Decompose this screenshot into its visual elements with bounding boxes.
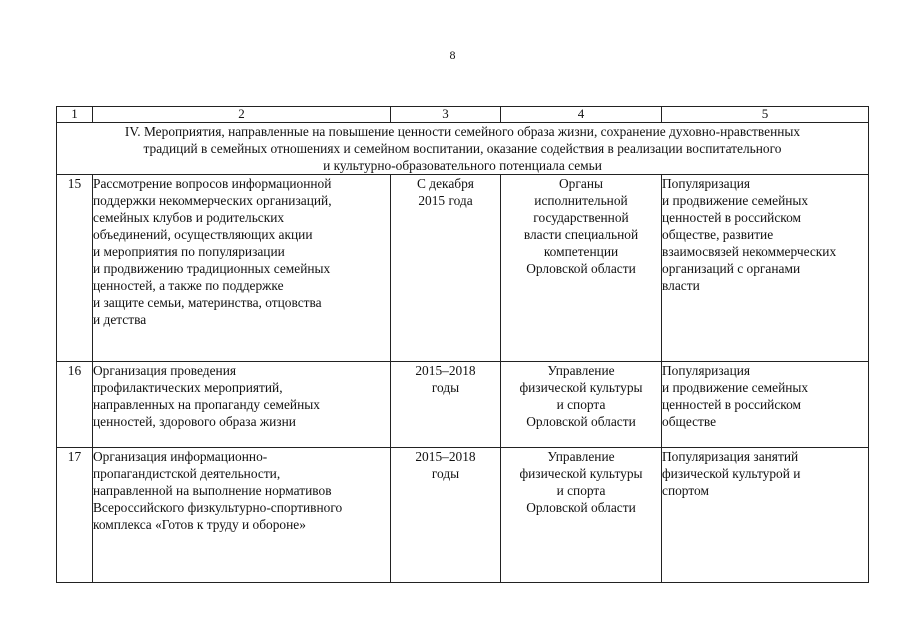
activity-cell <box>93 448 391 583</box>
result-cell <box>662 175 869 362</box>
activity-line: направленной на выполнение нормативов <box>93 483 332 498</box>
header-cell: 5 <box>662 107 869 123</box>
result-line: организаций с органами <box>662 261 801 276</box>
header-cell: 2 <box>93 107 391 123</box>
activity-line: объединений, осуществляющих акции <box>93 227 313 242</box>
executor-line: Орловской области <box>526 414 636 429</box>
term-cell <box>391 175 501 362</box>
table-row <box>57 175 869 362</box>
executor-line: физической культуры <box>519 380 643 395</box>
term-line: 2015–2018 <box>415 449 476 464</box>
section-row <box>57 123 869 175</box>
result-line: Популяризация <box>662 176 751 191</box>
executor-cell <box>501 362 662 448</box>
activity-cell <box>93 175 391 362</box>
row-number: 16 <box>57 362 93 448</box>
section-heading <box>57 123 869 175</box>
activity-line: Организация информационно- <box>93 449 268 464</box>
activity-line: и детства <box>93 312 147 327</box>
activity-line: ценностей, здорового образа жизни <box>93 414 296 429</box>
executor-line: Орловской области <box>526 261 636 276</box>
term-line: годы <box>431 466 460 481</box>
header-cell: 3 <box>391 107 501 123</box>
executor-cell <box>501 175 662 362</box>
table-row <box>57 362 869 448</box>
executor-cell <box>501 448 662 583</box>
result-cell <box>662 362 869 448</box>
executor-line: и спорта <box>556 483 606 498</box>
result-line: власти <box>662 278 700 293</box>
result-line: взаимосвязей некоммерческих <box>662 244 837 259</box>
events-table <box>56 106 869 583</box>
result-line: обществе, развитие <box>662 227 774 242</box>
activity-line: поддержки некоммерческих организаций, <box>93 193 332 208</box>
activity-line: семейных клубов и родительских <box>93 210 285 225</box>
row-number: 17 <box>57 448 93 583</box>
section-heading-line: IV. Мероприятия, направленные на повышение ценности семейного образа жизни, сохранение духовно-нравственных <box>124 124 801 139</box>
result-line: физической культурой и <box>662 466 801 481</box>
row-number: 15 <box>57 175 93 362</box>
activity-line: Организация проведения <box>93 363 237 378</box>
result-cell <box>662 448 869 583</box>
activity-line: и продвижению традиционных семейных <box>93 261 331 276</box>
result-line: спортом <box>662 483 709 498</box>
term-line: 2015 года <box>418 193 473 208</box>
executor-line: и спорта <box>556 397 606 412</box>
executor-line: власти специальной <box>523 227 639 242</box>
activity-cell <box>93 362 391 448</box>
term-line: 2015–2018 <box>415 363 476 378</box>
result-line: обществе <box>662 414 717 429</box>
table-header-row <box>57 107 869 123</box>
executor-line: Управление <box>547 449 615 464</box>
activity-line: ценностей, а также по поддержке <box>93 278 284 293</box>
section-heading-line: традиций в семейных отношениях и семейном воспитании, оказание содействия в реализации воспитательного <box>143 141 782 156</box>
term-line: годы <box>431 380 460 395</box>
activity-line: и мероприятия по популяризации <box>93 244 285 259</box>
executor-line: исполнительной <box>534 193 628 208</box>
activity-line: пропагандистской деятельности, <box>93 466 281 481</box>
activity-line: профилактических мероприятий, <box>93 380 283 395</box>
table-row <box>57 448 869 583</box>
result-line: и продвижение семейных <box>662 193 809 208</box>
activity-line: Всероссийского физкультурно-спортивного <box>93 500 343 515</box>
term-cell <box>391 362 501 448</box>
term-cell <box>391 448 501 583</box>
activity-line: направленных на пропаганду семейных <box>93 397 320 412</box>
executor-line: компетенции <box>543 244 619 259</box>
activity-line: комплекса «Готов к труду и обороне» <box>93 517 306 532</box>
result-line: Популяризация занятий <box>662 449 799 464</box>
executor-line: Орловской области <box>526 500 636 515</box>
header-cell: 4 <box>501 107 662 123</box>
term-line: С декабря <box>417 176 474 191</box>
activity-line: и защите семьи, материнства, отцовства <box>93 295 322 310</box>
result-line: ценностей в российском <box>662 397 802 412</box>
executor-line: государственной <box>533 210 629 225</box>
result-line: и продвижение семейных <box>662 380 809 395</box>
result-line: Популяризация <box>662 363 751 378</box>
page-number: 8 <box>449 48 456 62</box>
executor-line: Управление <box>547 363 615 378</box>
result-line: ценностей в российском <box>662 210 802 225</box>
header-cell: 1 <box>57 107 93 123</box>
activity-line: Рассмотрение вопросов информационной <box>93 176 332 191</box>
section-heading-line: и культурно-образовательного потенциала семьи <box>323 158 602 173</box>
executor-line: Органы <box>559 176 603 191</box>
executor-line: физической культуры <box>519 466 643 481</box>
